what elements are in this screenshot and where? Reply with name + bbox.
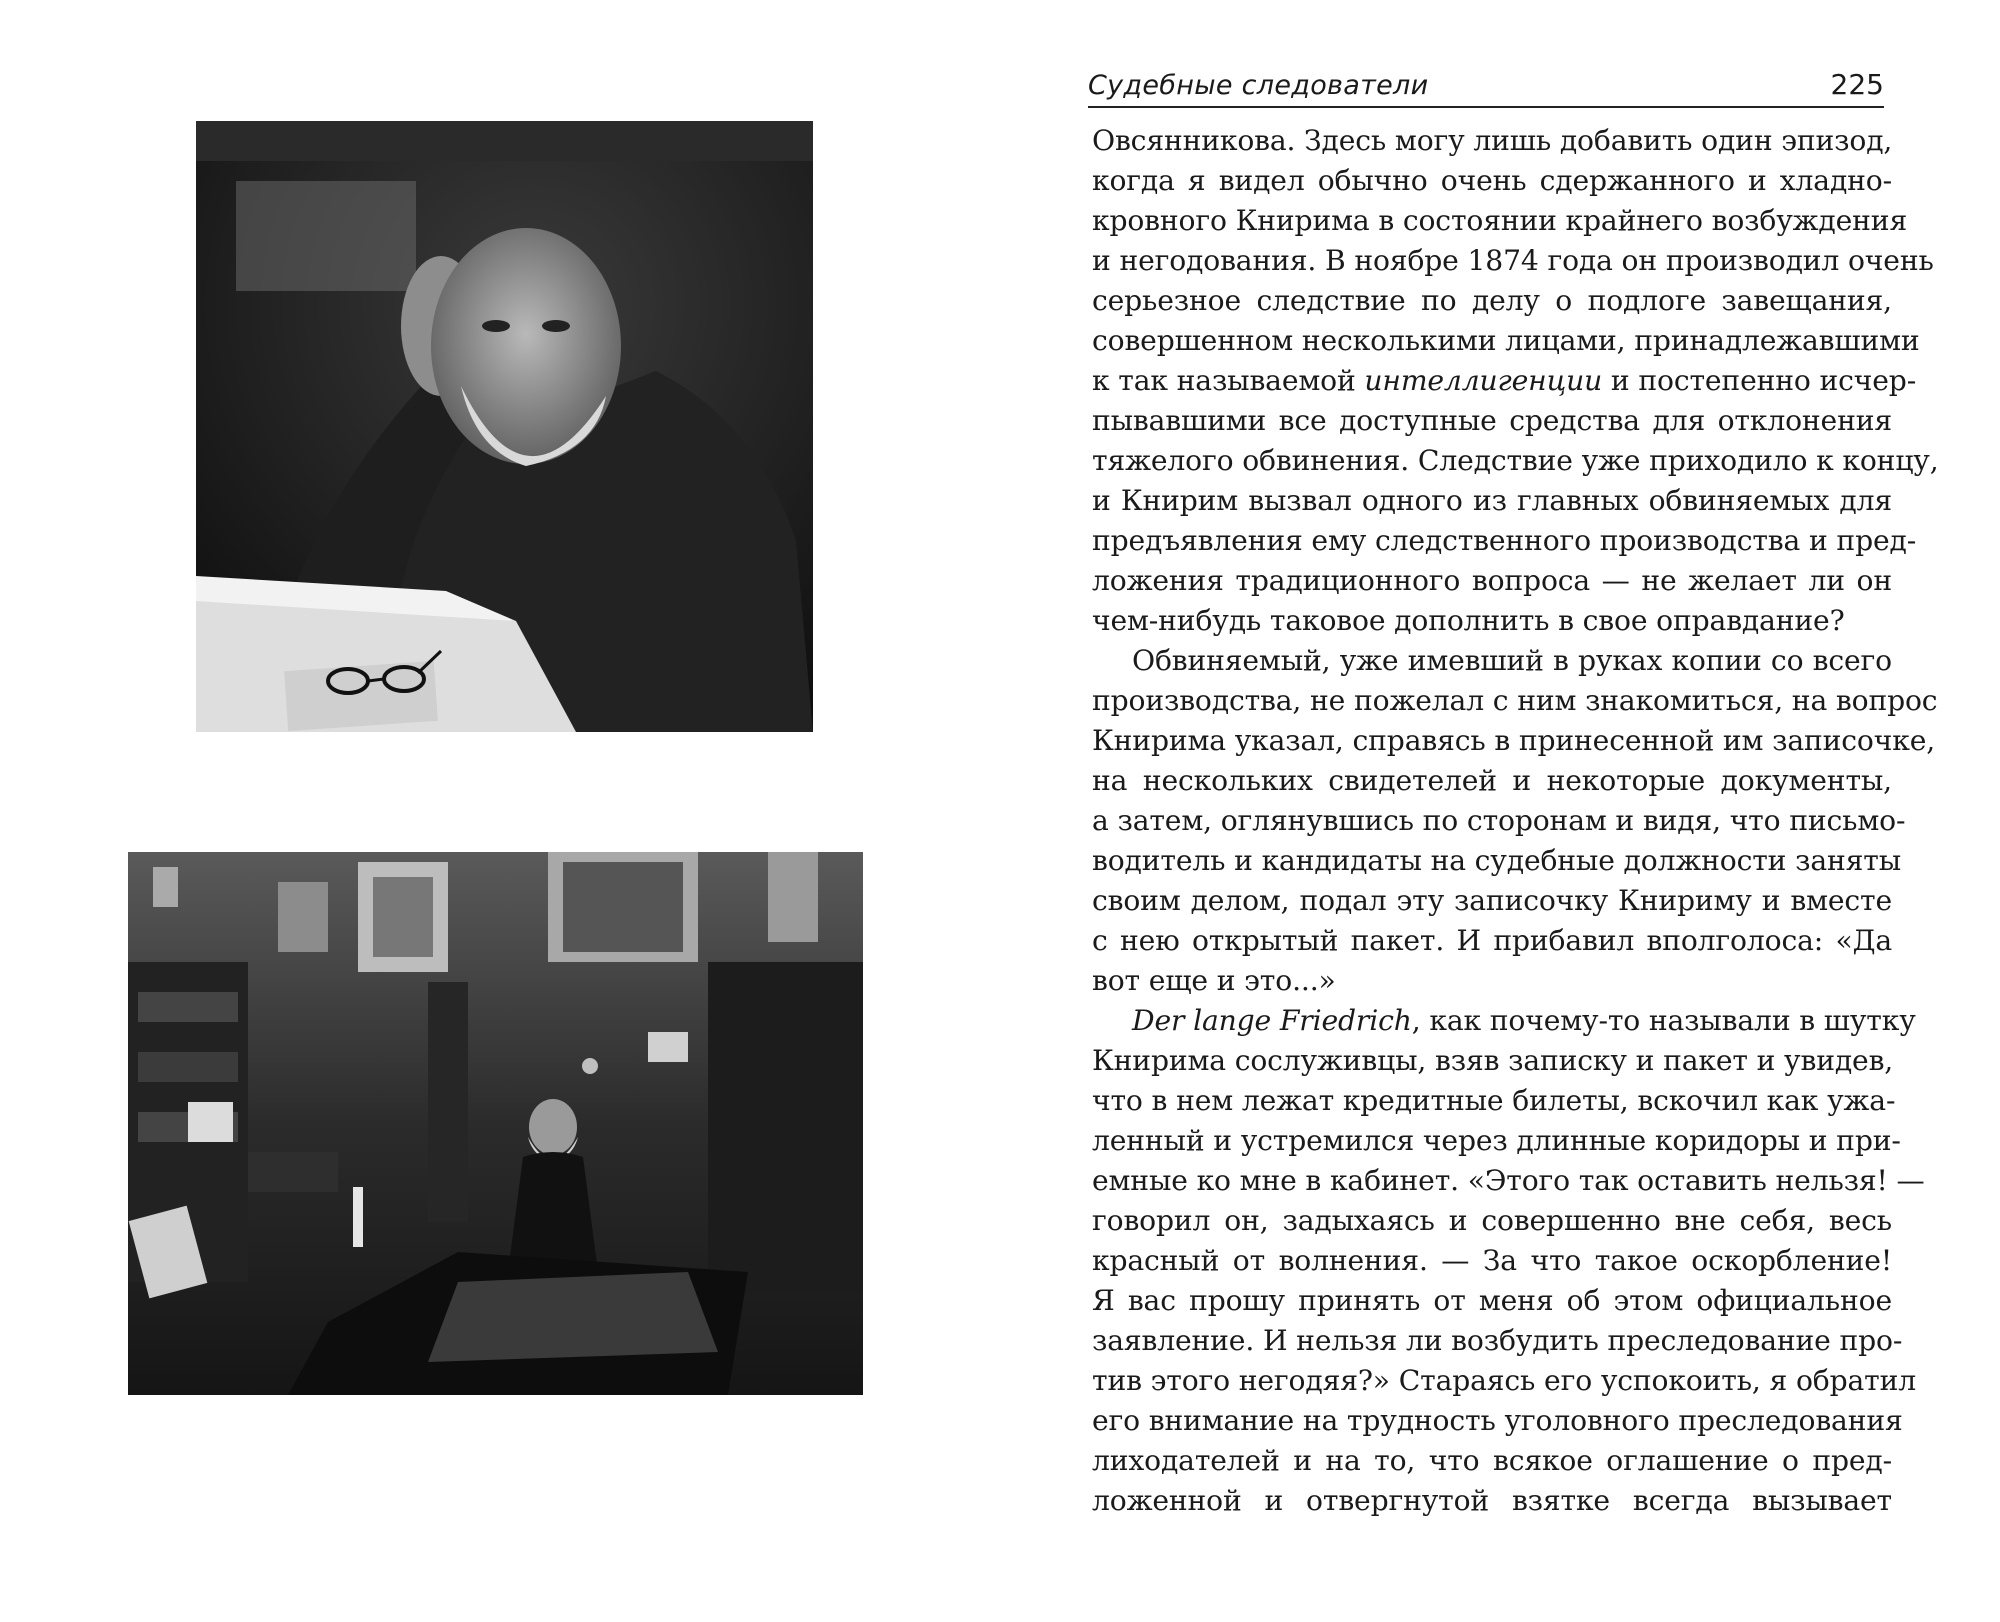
- text-line: говорил он, задыхаясь и совершенно вне себя, весь: [1092, 1204, 1892, 1237]
- running-head: [1088, 70, 1884, 108]
- text-line: емные ко мне в кабинет. «Этого так оставить нельзя! —: [1092, 1164, 1925, 1197]
- text-line: [1092, 361, 1917, 401]
- text-line: лиходателей и на то, что всякое оглашение о пред-: [1092, 1444, 1892, 1477]
- emphasis-text: интеллигенции: [1364, 364, 1603, 397]
- text-line: пывавшими все доступные средства для отклонения: [1092, 404, 1892, 437]
- text-line: предъявления ему следственного производства и пред-: [1092, 524, 1917, 557]
- page-number: 225: [1830, 68, 1884, 101]
- text-line: Обвиняемый, уже имевший в руках копии со всего: [1132, 644, 1892, 677]
- text-line: ложения традиционного вопроса — не желает ли он: [1092, 564, 1892, 597]
- text-line: что в нем лежат кредитные билеты, вскочил как ужа-: [1092, 1084, 1896, 1117]
- text-line: Книрима сослуживцы, взяв записку и пакет и увидев,: [1092, 1044, 1894, 1077]
- office-photo-image: [128, 852, 863, 1395]
- text-line: и Книрим вызвал одного из главных обвиняемых для: [1092, 484, 1892, 517]
- text-fragment: к так называемой: [1092, 364, 1365, 397]
- text-line: тив этого негодяя?» Стараясь его успокоить, я обратил: [1092, 1364, 1917, 1397]
- text-line: красный от волнения. — За что такое оскорбление!: [1092, 1244, 1892, 1277]
- text-line: заявление. И нельзя ли возбудить преследование про-: [1092, 1324, 1903, 1357]
- text-line: чем-нибудь таковое дополнить в свое оправдание?: [1092, 604, 1845, 637]
- text-line: Я вас прошу принять от меня об этом официальное: [1092, 1284, 1892, 1317]
- text-line: совершенном несколькими лицами, принадлежавшими: [1092, 324, 1920, 357]
- text-line: ленный и устремился через длинные коридоры и при-: [1092, 1124, 1901, 1157]
- text-line: серьезное следствие по делу о подлоге завещания,: [1092, 284, 1892, 317]
- emphasis-text: Der lange Friedrich: [1132, 1004, 1412, 1037]
- portrait-photo-image: [196, 121, 813, 732]
- text-line: Овсянникова. Здесь могу лишь добавить один эпизод,: [1092, 124, 1893, 157]
- text-line: водитель и кандидаты на судебные должности заняты: [1092, 844, 1901, 877]
- portrait-photo: [196, 121, 813, 732]
- text-line: кровного Книрима в состоянии крайнего возбуждения: [1092, 204, 1908, 237]
- text-line: с нею открытый пакет. И прибавил вполголоса: «Да: [1092, 924, 1892, 957]
- text-line: и негодования. В ноябре 1874 года он производил очень: [1092, 244, 1934, 277]
- text-line: своим делом, подал эту записочку Книриму и вместе: [1092, 884, 1892, 917]
- text-line: Книрима указал, справясь в принесенной им записочке,: [1092, 724, 1936, 757]
- text-line: ложенной и отвергнутой взятке всегда вызывает: [1092, 1484, 1892, 1517]
- text-line: когда я видел обычно очень сдержанного и хладно-: [1092, 164, 1892, 197]
- text-line: его внимание на трудность уголовного преследования: [1092, 1404, 1903, 1437]
- text-fragment: и постепенно исчер-: [1602, 364, 1917, 397]
- running-head-title: Судебные следователи: [1088, 70, 1429, 101]
- text-fragment: , как почему-то называли в шутку: [1411, 1004, 1916, 1037]
- office-photo: [128, 852, 863, 1395]
- body-text: [1092, 121, 1939, 1521]
- text-line: а затем, оглянувшись по сторонам и видя, что письмо-: [1092, 804, 1906, 837]
- text-line: [1092, 1001, 1916, 1041]
- text-line: тяжелого обвинения. Следствие уже приходило к концу,: [1092, 444, 1939, 477]
- text-line: на нескольких свидетелей и некоторые документы,: [1092, 764, 1892, 797]
- text-line: вот еще и это...»: [1092, 964, 1336, 997]
- text-line: производства, не пожелал с ним знакомиться, на вопрос: [1092, 684, 1938, 717]
